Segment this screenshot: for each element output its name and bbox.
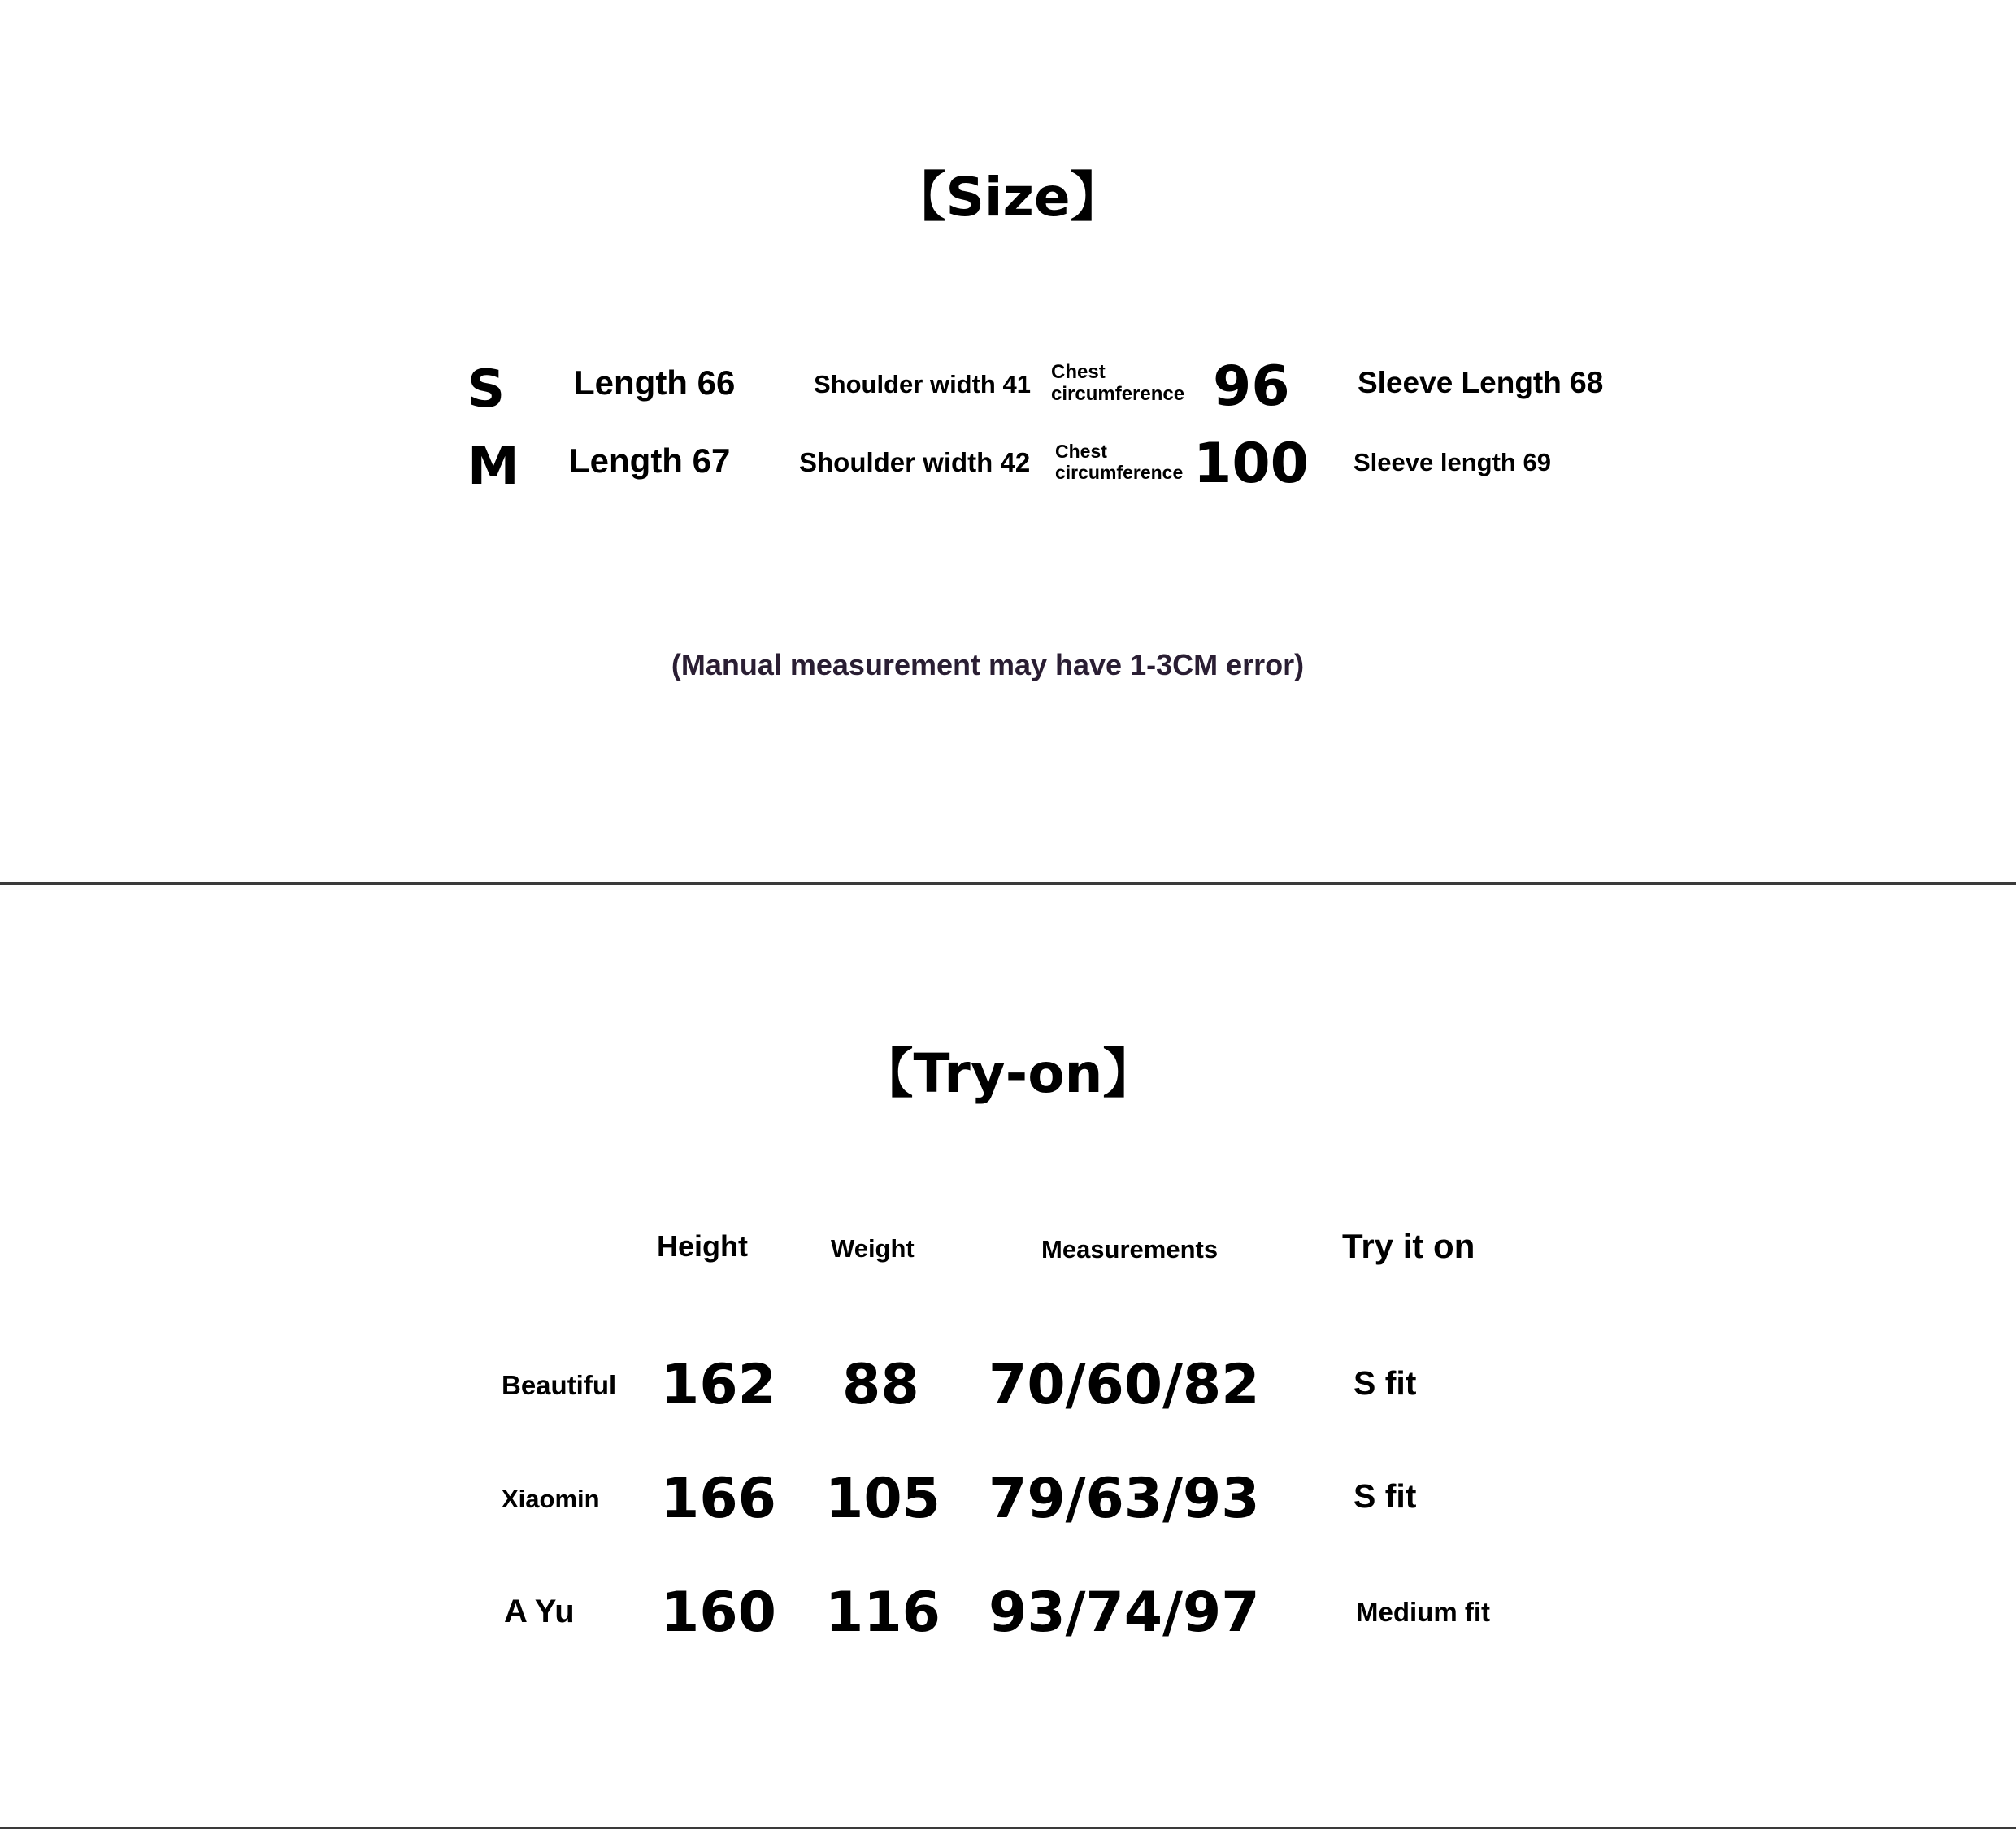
- length-s: Length 66: [574, 363, 736, 402]
- section-divider: [0, 882, 2016, 885]
- header-weight: Weight: [831, 1234, 915, 1263]
- size-label-s: S: [467, 359, 506, 420]
- tryon-weight-1: 88: [842, 1353, 919, 1417]
- tryon-measurements-3: 93/74/97: [988, 1581, 1260, 1645]
- tryon-name-3: A Yu: [504, 1594, 575, 1629]
- tryon-fit-3: Medium fit: [1356, 1597, 1490, 1627]
- size-label-m: M: [467, 437, 519, 497]
- header-height: Height: [657, 1229, 748, 1263]
- chest-value-s: 96: [1213, 354, 1290, 419]
- tryon-height-3: 160: [661, 1581, 776, 1645]
- tryon-name-1: Beautiful: [502, 1370, 617, 1400]
- tryon-fit-2: S fit: [1353, 1477, 1417, 1515]
- tryon-measurements-2: 79/63/93: [988, 1467, 1260, 1531]
- tryon-fit-1: S fit: [1353, 1364, 1417, 1402]
- tryon-name-2: Xiaomin: [502, 1485, 600, 1513]
- chest-label-line-2: circumference: [1051, 383, 1185, 405]
- header-measurements: Measurements: [1041, 1235, 1219, 1263]
- tryon-weight-2: 105: [825, 1467, 941, 1531]
- tryon-measurements-1: 70/60/82: [988, 1353, 1260, 1417]
- chest-label-s: [1051, 361, 1184, 405]
- tryon-height-1: 162: [661, 1353, 776, 1417]
- chest-label-line-1: Chest: [1055, 441, 1107, 462]
- chest-value-m: 100: [1193, 432, 1309, 496]
- shoulder-m: Shoulder width 42: [799, 447, 1031, 477]
- header-try-it-on: Try it on: [1342, 1227, 1475, 1265]
- bottom-divider: [0, 1827, 2016, 1829]
- size-title: 【Size】: [892, 166, 1124, 228]
- chest-label-line-2: circumference: [1055, 462, 1184, 483]
- chest-label-m: [1055, 441, 1183, 483]
- tryon-title: 【Try-on】: [859, 1042, 1157, 1105]
- sleeve-s: Sleeve Length 68: [1358, 366, 1604, 399]
- tryon-weight-3: 116: [825, 1581, 941, 1645]
- sleeve-m: Sleeve length 69: [1353, 448, 1551, 476]
- shoulder-s: Shoulder width 41: [814, 370, 1031, 398]
- tryon-height-2: 166: [661, 1467, 776, 1531]
- chest-label-line-1: Chest: [1051, 361, 1106, 383]
- measurement-note: (Manual measurement may have 1-3CM error): [671, 648, 1305, 681]
- length-m: Length 67: [569, 441, 731, 480]
